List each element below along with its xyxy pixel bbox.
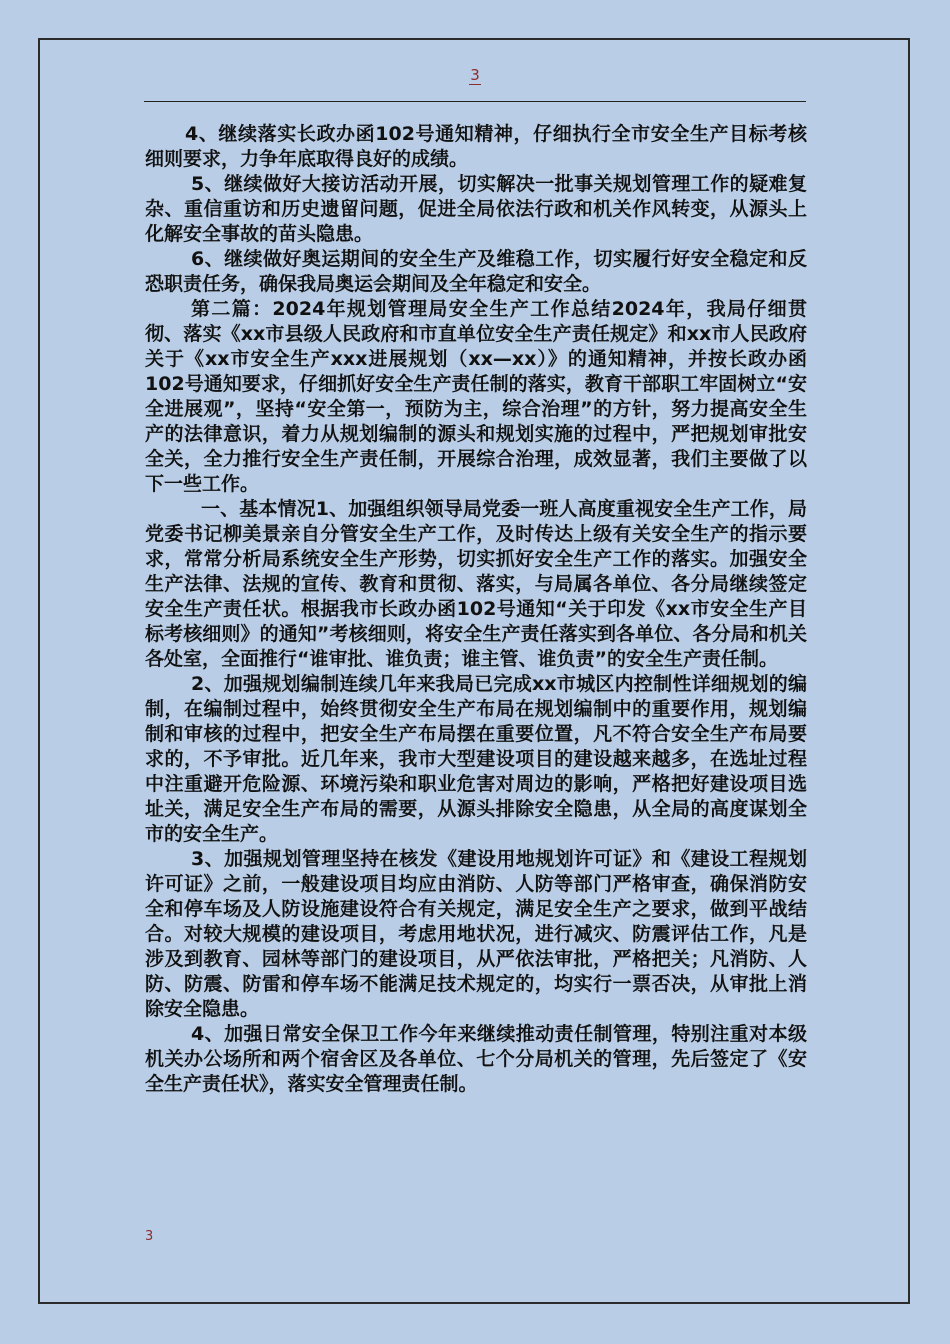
paragraph-daily-security: 4、加强日常安全保卫工作今年来继续推动责任制管理，特别注重对本级机关办公场所和两个宿舍区及各单位、七个分局机关的管理，先后签定了《安全生产责任状》，落实安全管理责任制。 [145, 1023, 807, 1095]
paragraph-item-5: 5、继续做好大接访活动开展，切实解决一批事关规划管理工作的疑难复杂、重信重访和历史遗留问题，促进全局依法行政和机关作风转变，从源头上化解安全事故的苗头隐患。 [145, 173, 807, 245]
paragraph-item-6: 6、继续做好奥运期间的安全生产及维稳工作，切实履行好安全稳定和反恐职责任务，确保我局奥运会期间及全年稳定和安全。 [145, 248, 807, 295]
header-divider [144, 101, 806, 102]
paragraph-part-two-intro: 第二篇：2024年规划管理局安全生产工作总结2024年，我局仔细贯彻、落实《xx市县级人民政府和市直单位安全生产责任规定》和xx市人民政府关于《xx市安全生产xxx进展规划（xx—xx）》的通知精神，并按长政办函102号通知要求，仔细抓好安全生产责任制的落实，教育干部职工牢固树立“安全进展观”，坚持“安全第一，预防为主，综合治理”的方针，努力提高安全生产的法律意识，着力从规划编制的源头和规划实施的过程中，严把规划审批安全关，全力推行安全生产责任制，开展综合治理，成效显著，我们主要做了以下一些工作。 [145, 298, 807, 495]
header-page-number [0, 66, 950, 84]
paragraph-planning-compilation: 2、加强规划编制连续几年来我局已完成xx市城区内控制性详细规划的编制，在编制过程中，始终贯彻安全生产布局在规划编制中的重要作用，规划编制和审核的过程中，把安全生产布局摆在重要位置，凡不符合安全生产布局要求的，不予审批。近几年来，我市大型建设项目的建设越来越多，在选址过程中注重避开危险源、环境污染和职业危害对周边的影响，严格把好建设项目选址关，满足安全生产布局的需要，从源头排除安全隐患，从全局的高度谋划全市的安全生产。 [145, 673, 807, 845]
paragraph-item-4: 4、继续落实长政办函102号通知精神，仔细执行全市安全生产目标考核细则要求，力争年底取得良好的成绩。 [145, 123, 807, 170]
paragraph-basic-situation: 一、基本情况1、加强组织领导局党委一班人高度重视安全生产工作，局党委书记柳美景亲自分管安全生产工作，及时传达上级有关安全生产的指示要求，常常分析局系统安全生产形势，切实抓好安全生产工作的落实。加强安全生产法律、法规的宣传、教育和贯彻、落实，与局属各单位、各分局继续签定安全生产责任状。根据我市长政办函102号通知“关于印发《xx市安全生产目标考核细则》的通知”考核细则，将安全生产责任落实到各单位、各分局和机关各处室，全面推行“谁审批、谁负责；谁主管、谁负责”的安全生产责任制。 [145, 498, 807, 670]
document-body [145, 122, 807, 1097]
paragraph-planning-management: 3、加强规划管理坚持在核发《建设用地规划许可证》和《建设工程规划许可证》之前，一般建设项目均应由消防、人防等部门严格审查，确保消防安全和停车场及人防设施建设符合有关规定，满足安全生产之要求，做到平战结合。对较大规模的建设项目，考虑用地状况，进行减灾、防震评估工作，凡是涉及到教育、园林等部门的建设项目，从严依法审批，严格把关；凡消防、人防、防震、防雷和停车场不能满足技术规定的，均实行一票否决，从审批上消除安全隐患。 [145, 848, 807, 1020]
header-page-number-text: 3 [470, 66, 480, 84]
footer-page-number: 3 [145, 1229, 154, 1244]
